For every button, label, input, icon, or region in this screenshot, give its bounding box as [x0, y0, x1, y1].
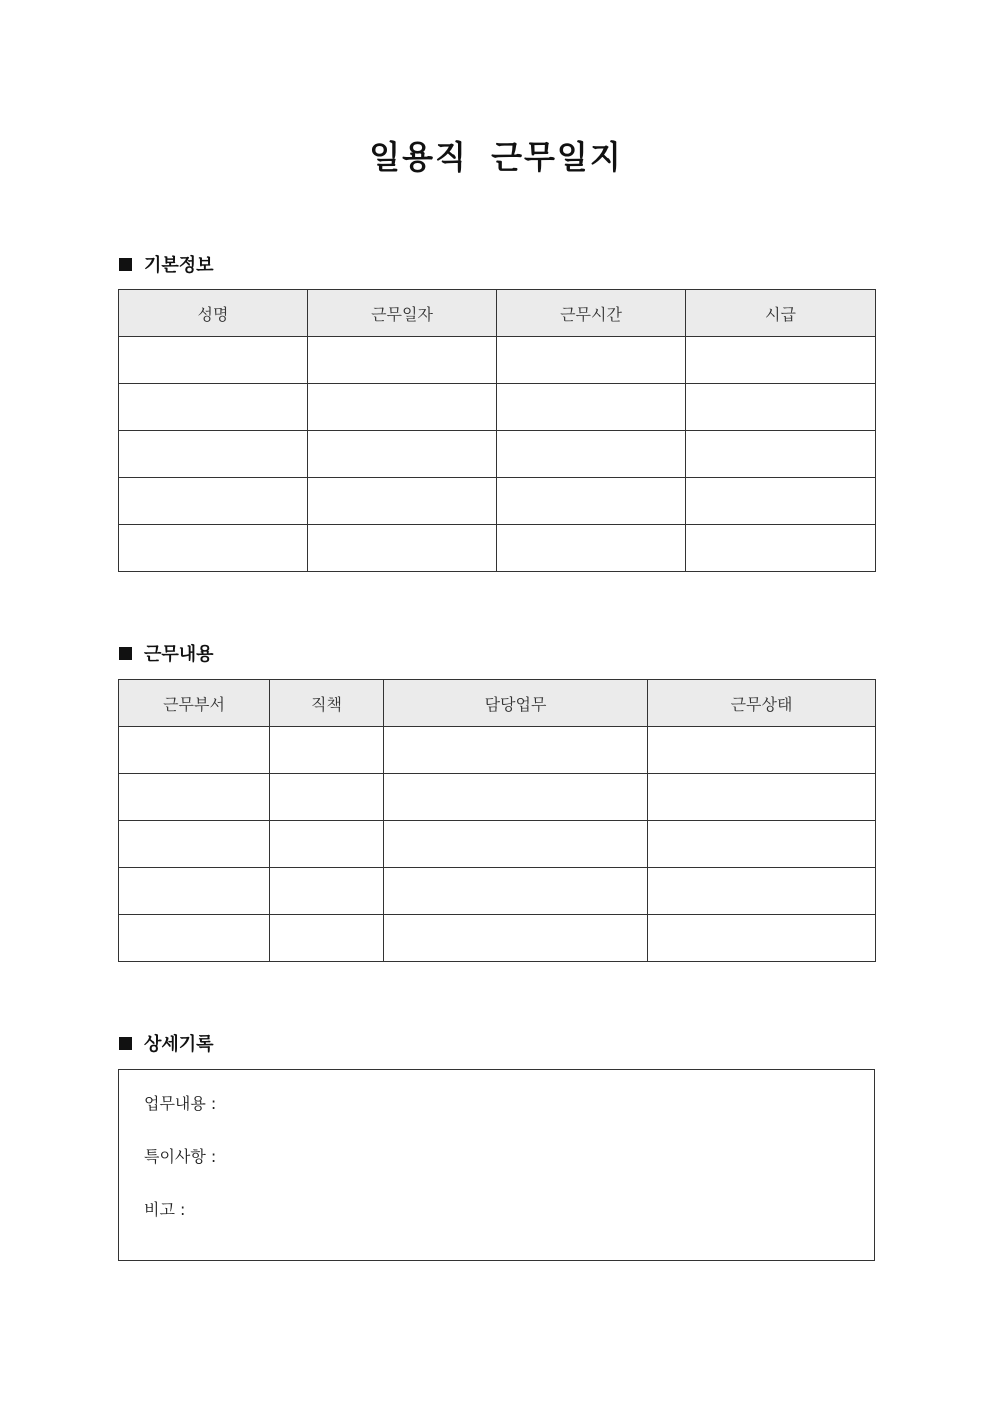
- detail-label-special-notes: 특이사항 :: [144, 1147, 217, 1166]
- column-header-hourly-wage: 시급: [686, 290, 876, 337]
- table-cell[interactable]: [308, 478, 497, 525]
- table-cell[interactable]: [648, 727, 876, 774]
- black-square-icon: [119, 647, 132, 660]
- section-heading-detail: [119, 1030, 214, 1056]
- table-row: [119, 431, 876, 478]
- column-header-work-status: 근무상태: [648, 680, 876, 727]
- table-cell[interactable]: [308, 525, 497, 572]
- table-cell[interactable]: [119, 868, 270, 915]
- table-cell[interactable]: [270, 727, 384, 774]
- table-cell[interactable]: [119, 525, 308, 572]
- column-header-name: 성명: [119, 290, 308, 337]
- table-cell[interactable]: [384, 868, 648, 915]
- table-row: [119, 478, 876, 525]
- table-cell[interactable]: [384, 774, 648, 821]
- table-row: [119, 384, 876, 431]
- table-row: [119, 337, 876, 384]
- column-header-department: 근무부서: [119, 680, 270, 727]
- table-cell[interactable]: [270, 821, 384, 868]
- table-cell[interactable]: [119, 384, 308, 431]
- table-row: [119, 821, 876, 868]
- section-heading-label: 근무내용: [144, 644, 214, 665]
- table-cell[interactable]: [308, 431, 497, 478]
- table-cell[interactable]: [270, 774, 384, 821]
- table-cell[interactable]: [119, 774, 270, 821]
- table-cell[interactable]: [648, 821, 876, 868]
- column-header-duty: 담당업무: [384, 680, 648, 727]
- section-heading-work: [119, 640, 214, 666]
- table-cell[interactable]: [497, 478, 686, 525]
- basic-info-table: [118, 289, 876, 572]
- table-cell[interactable]: [497, 525, 686, 572]
- black-square-icon: [119, 258, 132, 271]
- table-cell[interactable]: [308, 384, 497, 431]
- black-square-icon: [119, 1037, 132, 1050]
- detail-record-box[interactable]: [118, 1069, 875, 1261]
- table-cell[interactable]: [686, 431, 876, 478]
- column-header-work-hours: 근무시간: [497, 290, 686, 337]
- table-cell[interactable]: [384, 821, 648, 868]
- table-cell[interactable]: [119, 915, 270, 962]
- detail-label-work-content: 업무내용 :: [144, 1094, 217, 1113]
- table-row: [119, 915, 876, 962]
- section-heading-basic: [119, 251, 214, 277]
- table-cell[interactable]: [686, 384, 876, 431]
- table-cell[interactable]: [270, 915, 384, 962]
- table-cell[interactable]: [686, 478, 876, 525]
- table-header-row: [119, 680, 876, 727]
- table-cell[interactable]: [119, 337, 308, 384]
- table-cell[interactable]: [384, 915, 648, 962]
- table-row: [119, 868, 876, 915]
- table-cell[interactable]: [119, 478, 308, 525]
- table-cell[interactable]: [308, 337, 497, 384]
- table-cell[interactable]: [648, 868, 876, 915]
- table-row: [119, 525, 876, 572]
- table-cell[interactable]: [686, 337, 876, 384]
- column-header-work-date: 근무일자: [308, 290, 497, 337]
- table-cell[interactable]: [119, 821, 270, 868]
- table-cell[interactable]: [497, 431, 686, 478]
- table-row: [119, 774, 876, 821]
- table-row: [119, 727, 876, 774]
- table-cell[interactable]: [119, 727, 270, 774]
- table-cell[interactable]: [648, 915, 876, 962]
- column-header-position: 직책: [270, 680, 384, 727]
- table-cell[interactable]: [648, 774, 876, 821]
- table-cell[interactable]: [497, 337, 686, 384]
- table-cell[interactable]: [270, 868, 384, 915]
- section-heading-label: 기본정보: [144, 255, 214, 276]
- section-heading-label: 상세기록: [144, 1034, 214, 1055]
- table-cell[interactable]: [686, 525, 876, 572]
- table-cell[interactable]: [497, 384, 686, 431]
- document-title: 일용직 근무일지: [369, 138, 623, 176]
- table-cell[interactable]: [384, 727, 648, 774]
- detail-label-remarks: 비고 :: [144, 1200, 186, 1219]
- table-cell[interactable]: [119, 431, 308, 478]
- work-content-table: [118, 679, 876, 962]
- table-header-row: [119, 290, 876, 337]
